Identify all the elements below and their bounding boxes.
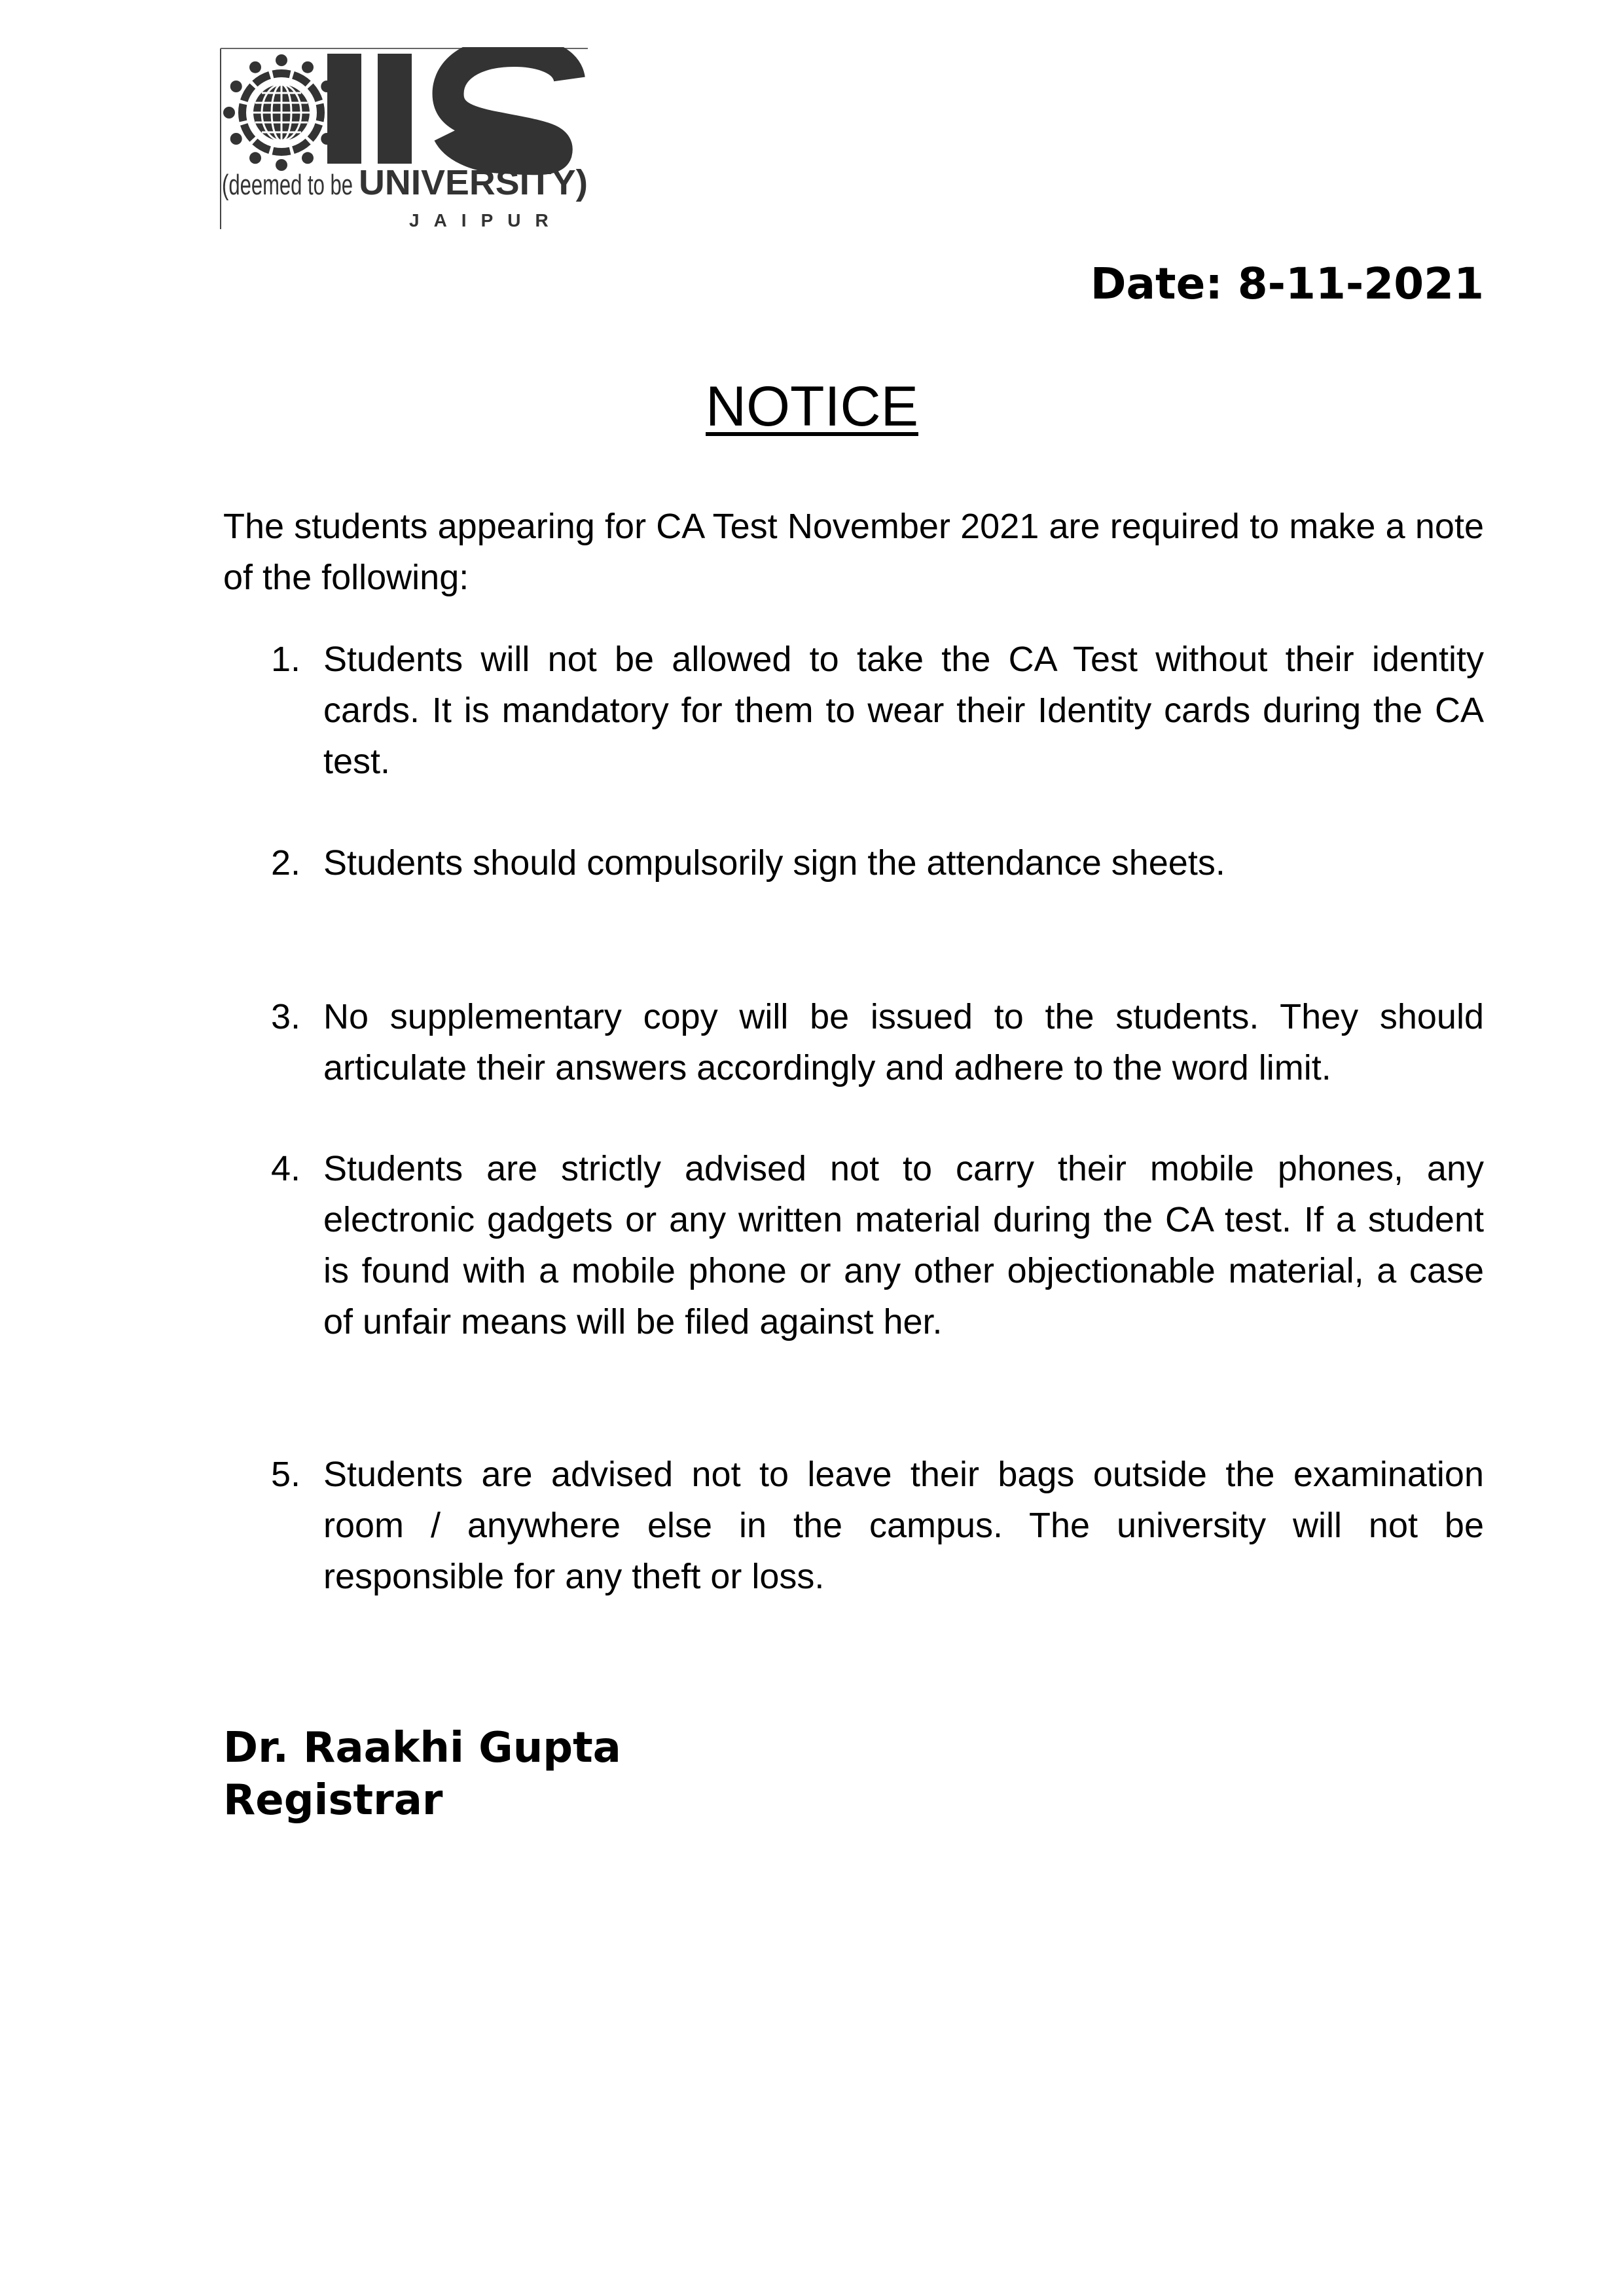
- item-text: Students are strictly advised not to carry their mobile phones, any electronic gadgets or any written material during the CA test. If a student is found with a mobile phone or any other objectionable material, a case of unfair means will be filed against her.: [323, 1149, 1484, 1341]
- list-item: [271, 634, 1484, 787]
- emblem-figure-arm: [244, 86, 253, 101]
- item-number: 4.: [271, 1149, 301, 1188]
- item-number: 2.: [271, 843, 301, 883]
- list-item: [271, 837, 1484, 888]
- emblem-figure-arm: [255, 75, 270, 84]
- emblem-figure-head: [276, 54, 287, 66]
- emblem-figure-arm: [273, 73, 290, 74]
- emblem-figure-arm: [310, 86, 319, 101]
- signatory-designation: Registrar: [223, 1776, 443, 1825]
- emblem-figure-arm: [320, 104, 321, 121]
- emblem-figure-arm: [255, 141, 270, 150]
- item-text: Students should compulsorily sign the attendance sheets.: [323, 843, 1225, 883]
- emblem-figure-head: [223, 107, 235, 118]
- signatory-name: Dr. Raakhi Gupta: [223, 1724, 621, 1772]
- emblem-figure-head: [302, 62, 314, 73]
- svg-text:(deemed to be: (deemed to be: [222, 169, 353, 201]
- list-item: [271, 1143, 1484, 1347]
- university-logo: [219, 47, 589, 230]
- emblem-figure-head: [249, 62, 261, 73]
- item-text: Students are advised not to leave their bags outside the examination room / anywhere else in the campus. The university will not be responsible for any theft or loss.: [323, 1455, 1484, 1596]
- svg-text:JAIPUR: JAIPUR: [409, 210, 563, 230]
- emblem-figure-arm: [310, 124, 319, 139]
- notice-title: NOTICE: [706, 375, 918, 438]
- emblem-figure-arm: [244, 124, 253, 139]
- emblem-figure-arm: [293, 141, 308, 150]
- list-item: [271, 991, 1484, 1093]
- emblem-figure-arm: [293, 75, 308, 84]
- item-number: 5.: [271, 1455, 301, 1494]
- item-text: No supplementary copy will be issued to the students. They should articulate their answers accordingly and adhere to the word limit.: [323, 997, 1484, 1087]
- intro-paragraph: The students appearing for CA Test November 2021 are required to make a note of the following:: [223, 507, 1484, 597]
- emblem-figure-arm: [242, 104, 243, 121]
- signature-block: [223, 1722, 621, 1827]
- list-item: [271, 1449, 1484, 1602]
- logo-iis-lettering: [327, 52, 569, 164]
- emblem-figure-head: [302, 152, 314, 164]
- svg-text:UNIVERSITY): UNIVERSITY): [359, 163, 588, 202]
- globe-emblem-icon: [223, 54, 340, 171]
- emblem-figure-head: [230, 133, 242, 145]
- item-number: 3.: [271, 997, 301, 1036]
- notice-heading: [0, 374, 1624, 439]
- emblem-figure-head: [230, 81, 242, 92]
- item-number: 1.: [271, 640, 301, 679]
- notice-date: Date: 8-11-2021: [1090, 259, 1484, 309]
- item-text: Students will not be allowed to take the CA Test without their identity cards. It is mandatory for them to wear their Identity cards during the CA test.: [323, 640, 1484, 781]
- emblem-figure-arm: [273, 151, 290, 152]
- emblem-figure-head: [249, 152, 261, 164]
